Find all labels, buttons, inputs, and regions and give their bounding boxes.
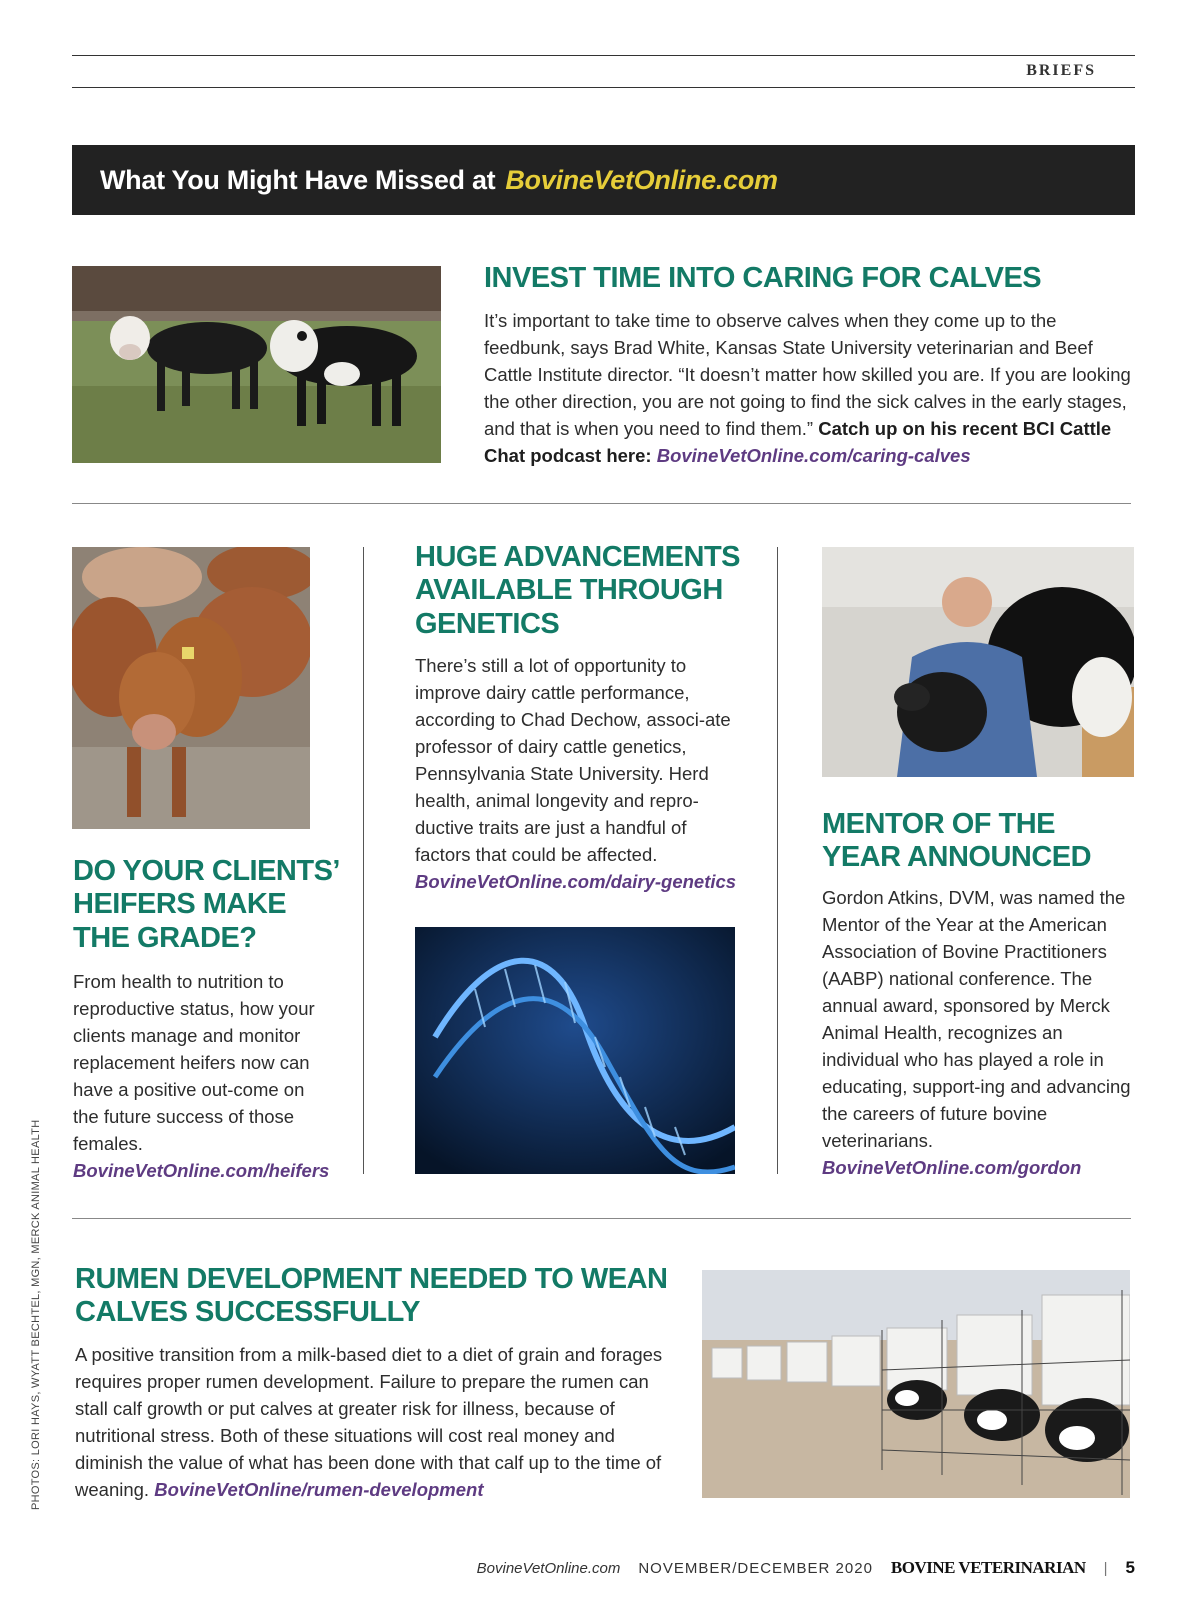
mentor-body	[822, 884, 1134, 1181]
heifers-headline-line-3: THE GRADE?	[73, 921, 257, 954]
footer-date: NOVEMBER/DECEMBER 2020	[638, 1559, 873, 1577]
rumen-body-text: A positive transition from a milk-based diet to a diet of grain and forages requires proper rumen development. Failure to prepare the rumen can stall calf growth or put calves at greater risk for illness, because of nutritional stress. Both of these situations will cost real money and diminish the value of what has been done with that calf up to the time of weaning.	[75, 1344, 663, 1500]
heifers-headline-line-1: DO YOUR CLIENTS’	[73, 855, 340, 887]
mentor-link[interactable]: BovineVetOnline.com/gordon	[822, 1157, 1082, 1178]
calves-body	[484, 307, 1134, 469]
banner-lead: What You Might Have Missed at	[100, 164, 496, 195]
footer-separator: |	[1103, 1559, 1108, 1577]
photo-credit: PHOTOS: LORI HAYS, WYATT BECHTEL, MGN, MERCK ANIMAL HEALTH	[30, 1119, 42, 1510]
mentor-photo	[822, 547, 1134, 777]
calves-link[interactable]: BovineVetOnline.com/caring-calves	[656, 445, 971, 466]
heifers-photo	[72, 547, 310, 829]
top-rule	[72, 55, 1135, 56]
heifers-headline-line-2: HEIFERS MAKE	[73, 888, 287, 921]
genetics-headline-line-1: HUGE ADVANCEMENTS	[415, 541, 741, 573]
column-divider-2	[777, 547, 778, 1174]
calves-body-text: It’s important to take time to observe calves when they come up to the feedbunk, says Brad White, Kansas State University veterinarian and Beef Cattle Institute director. “It doesn’t matter how skilled you are. If you are looking the other direction, you are not going to find the sick calves in the early stages, and that is when you need to find them.”	[484, 310, 1131, 439]
divider-1	[72, 503, 1131, 504]
heifers-body-text: From health to nutrition to reproductive status, how your clients manage and monitor replacement heifers now can have a positive out-come on the future success of those females.	[73, 971, 315, 1154]
column-divider-1	[363, 547, 364, 1174]
genetics-link[interactable]: BovineVetOnline.com/dairy-genetics	[415, 871, 737, 892]
genetics-headline-line-3: GENETICS	[415, 607, 560, 640]
rumen-photo	[702, 1270, 1130, 1498]
calves-photo	[72, 266, 441, 463]
rumen-headline-line-1: RUMEN DEVELOPMENT NEEDED TO WEAN	[75, 1263, 668, 1295]
rumen-headline	[75, 1263, 668, 1330]
rumen-headline-line-2: CALVES SUCCESSFULLY	[75, 1296, 420, 1329]
banner-site[interactable]: BovineVetOnline.com	[505, 164, 778, 195]
genetics-headline	[415, 541, 740, 641]
calves-cta: Catch up on his recent BCI Cattle Chat podcast here:	[484, 418, 1112, 466]
genetics-body-text: There’s still a lot of opportunity to improve dairy cattle performance, according to Chad Dechow, associ-ate professor of dairy cattle genetics, Pennsylvania State University. Herd health, animal longevity and repro-ductive traits are just a handful of factors that could be affected.	[415, 655, 731, 865]
rumen-body	[75, 1341, 675, 1503]
header-rule	[72, 87, 1135, 88]
heifers-headline	[73, 855, 340, 955]
mentor-headline-line-2: YEAR ANNOUNCED	[822, 841, 1092, 874]
mentor-body-text: Gordon Atkins, DVM, was named the Mentor of the Year at the American Association of Bovine Practitioners (AABP) national conference. The annual award, sponsored by Merck Animal Health, recognizes an individual who has played a role in educating, support-ing and advancing the careers of future bovine veterinarians.	[822, 887, 1131, 1151]
rumen-link[interactable]: BovineVetOnline/rumen-development	[154, 1479, 484, 1500]
dna-photo	[415, 927, 735, 1174]
heifers-body	[73, 968, 329, 1184]
divider-2	[72, 1218, 1131, 1219]
page-number: 5	[1125, 1558, 1135, 1577]
mentor-headline	[822, 808, 1091, 875]
heifers-link[interactable]: BovineVetOnline.com/heifers	[73, 1160, 330, 1181]
footer	[477, 1558, 1135, 1578]
footer-masthead: BOVINE VETERINARIAN	[890, 1558, 1086, 1577]
footer-site[interactable]: BovineVetOnline.com	[476, 1559, 621, 1577]
banner	[72, 145, 1135, 215]
genetics-headline-line-2: AVAILABLE THROUGH	[415, 574, 723, 607]
calves-headline: INVEST TIME INTO CARING FOR CALVES	[484, 262, 1042, 294]
mentor-headline-line-1: MENTOR OF THE	[822, 808, 1056, 840]
section-label: BRIEFS	[1026, 62, 1096, 79]
genetics-body	[415, 652, 740, 895]
